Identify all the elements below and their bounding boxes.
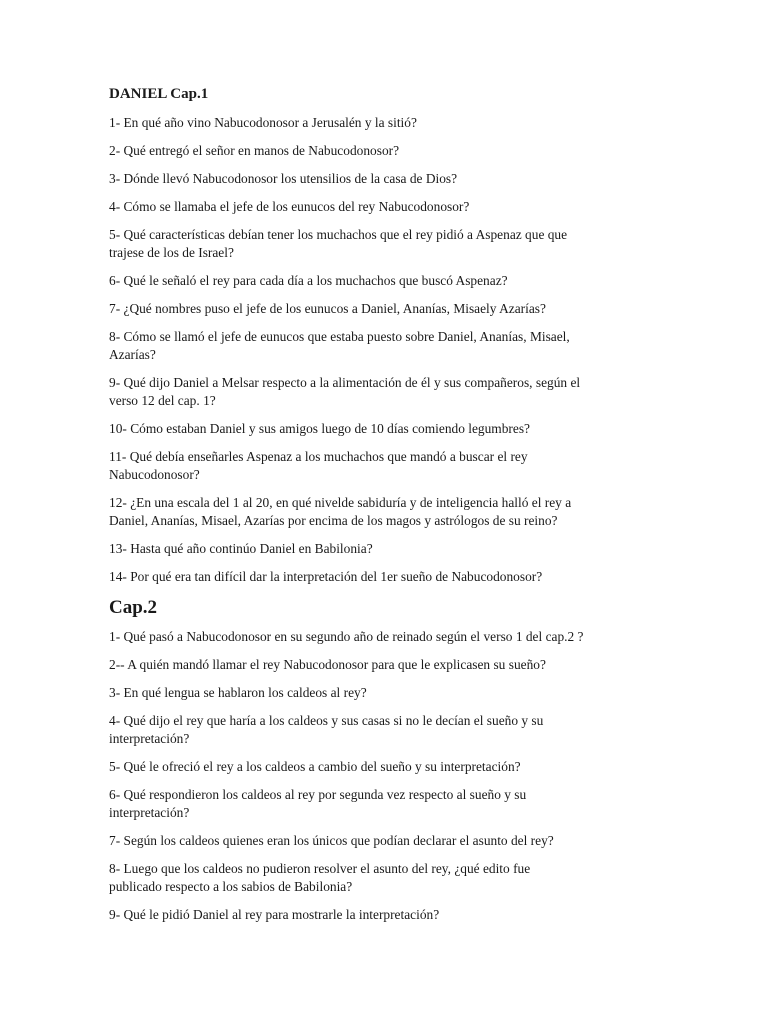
question-line: 12- ¿En una escala del 1 al 20, en qué nivelde sabiduría y de inteligencia halló el rey a [109, 495, 572, 510]
question-item [109, 226, 669, 262]
question-item [109, 114, 669, 132]
question-line: 3- Dónde llevó Nabucodonosor los utensilios de la casa de Dios? [109, 171, 458, 186]
question-item [109, 540, 669, 558]
question-item [109, 568, 669, 586]
question-line: trajese de los de Israel? [109, 245, 234, 260]
question-item [109, 656, 669, 674]
question-line: 6- Qué le señaló el rey para cada día a los muchachos que buscó Aspenaz? [109, 273, 508, 288]
question-line: 8- Cómo se llamó el jefe de eunucos que estaba puesto sobre Daniel, Ananías, Misael, [109, 329, 570, 344]
question-item [109, 712, 669, 748]
chapter2-title: Cap.2 [109, 597, 158, 618]
question-line: 5- Qué le ofreció el rey a los caldeos a cambio del sueño y su interpretación? [109, 759, 521, 774]
question-line: Nabucodonosor? [109, 467, 200, 482]
question-line: 4- Cómo se llamaba el jefe de los eunucos del rey Nabucodonosor? [109, 199, 470, 214]
question-item [109, 906, 669, 924]
question-line: 8- Luego que los caldeos no pudieron resolver el asunto del rey, ¿qué edito fue [109, 861, 531, 876]
question-item [109, 448, 669, 484]
question-item [109, 300, 669, 318]
question-item [109, 628, 669, 646]
question-item [109, 272, 669, 290]
question-line: 11- Qué debía enseñarles Aspenaz a los muchachos que mandó a buscar el rey [109, 449, 528, 464]
question-item [109, 832, 669, 850]
question-line: Azarías? [109, 347, 156, 362]
chapter1-question-list [109, 114, 669, 586]
chapter2-question-list [109, 628, 669, 924]
question-item [109, 860, 669, 896]
question-line: interpretación? [109, 731, 190, 746]
document-page [109, 85, 669, 934]
question-item [109, 142, 669, 160]
question-line: 1- En qué año vino Nabucodonosor a Jerusalén y la sitió? [109, 115, 417, 130]
question-line: 5- Qué características debían tener los muchachos que el rey pidió a Aspenaz que que [109, 227, 568, 242]
question-line: 2-- A quién mandó llamar el rey Nabucodonosor para que le explicasen su sueño? [109, 657, 546, 672]
question-item [109, 374, 669, 410]
question-line: 9- Qué le pidió Daniel al rey para mostrarle la interpretación? [109, 907, 440, 922]
question-item [109, 198, 669, 216]
question-line: 3- En qué lengua se hablaron los caldeos al rey? [109, 685, 367, 700]
question-line: verso 12 del cap. 1? [109, 393, 216, 408]
question-line: interpretación? [109, 805, 190, 820]
question-line: 13- Hasta qué año continúo Daniel en Babilonia? [109, 541, 373, 556]
question-line: 2- Qué entregó el señor en manos de Nabucodonosor? [109, 143, 400, 158]
question-item [109, 420, 669, 438]
question-line: 1- Qué pasó a Nabucodonosor en su segundo año de reinado según el verso 1 del cap.2 ? [109, 629, 584, 644]
question-item [109, 494, 669, 530]
question-line: Daniel, Ananías, Misael, Azarías por encima de los magos y astrólogos de su reino? [109, 513, 558, 528]
question-line: publicado respecto a los sabios de Babilonia? [109, 879, 353, 894]
question-line: 9- Qué dijo Daniel a Melsar respecto a la alimentación de él y sus compañeros, según el [109, 375, 581, 390]
question-line: 14- Por qué era tan difícil dar la interpretación del 1er sueño de Nabucodonosor? [109, 569, 543, 584]
question-item [109, 328, 669, 364]
question-item [109, 684, 669, 702]
question-line: 10- Cómo estaban Daniel y sus amigos luego de 10 días comiendo legumbres? [109, 421, 530, 436]
question-line: 7- Según los caldeos quienes eran los únicos que podían declarar el asunto del rey? [109, 833, 554, 848]
question-line: 6- Qué respondieron los caldeos al rey por segunda vez respecto al sueño y su [109, 787, 527, 802]
question-line: 4- Qué dijo el rey que haría a los caldeos y sus casas si no le decían el sueño y su [109, 713, 544, 728]
question-item [109, 786, 669, 822]
chapter1-title: DANIEL Cap.1 [109, 86, 209, 102]
question-item [109, 758, 669, 776]
question-line: 7- ¿Qué nombres puso el jefe de los eunucos a Daniel, Ananías, Misaely Azarías? [109, 301, 546, 316]
question-item [109, 170, 669, 188]
